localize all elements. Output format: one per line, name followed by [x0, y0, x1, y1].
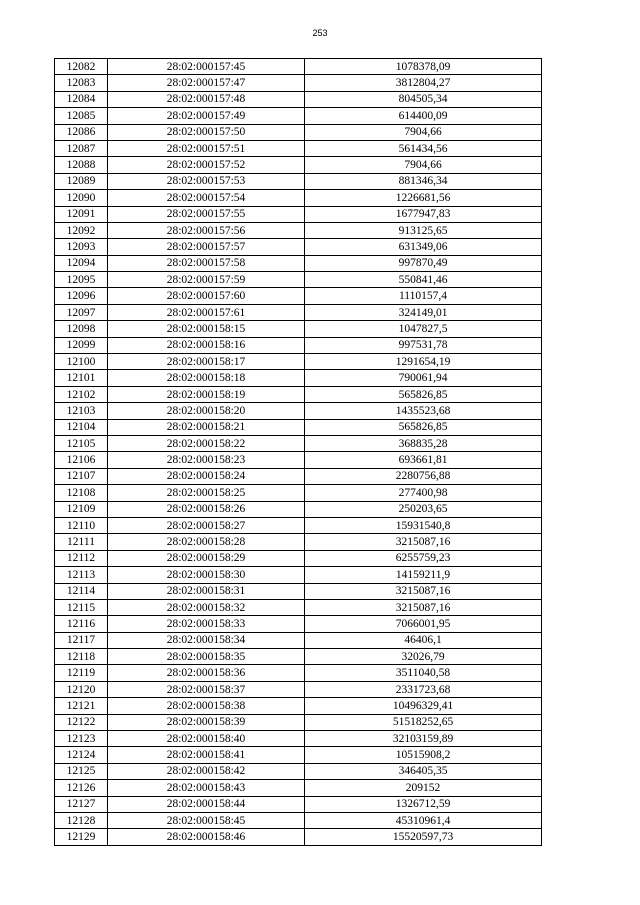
value-cell: 3812804,27	[305, 75, 542, 91]
table-row	[55, 354, 542, 370]
cadastral-number-cell: 28:02:000157:53	[108, 173, 305, 189]
value-cell: 631349,06	[305, 239, 542, 255]
value-cell: 3215087,16	[305, 599, 542, 615]
table-row	[55, 419, 542, 435]
value-cell: 913125,65	[305, 222, 542, 238]
cadastral-number-cell: 28:02:000157:57	[108, 239, 305, 255]
value-cell: 324149,01	[305, 304, 542, 320]
row-number-cell: 12108	[55, 485, 108, 501]
value-cell: 693661,81	[305, 452, 542, 468]
row-number-cell: 12115	[55, 599, 108, 615]
table-row	[55, 681, 542, 697]
cadastral-number-cell: 28:02:000158:25	[108, 485, 305, 501]
row-number-cell: 12111	[55, 534, 108, 550]
cadastral-number-cell: 28:02:000158:37	[108, 681, 305, 697]
value-cell: 10496329,41	[305, 698, 542, 714]
row-number-cell: 12085	[55, 108, 108, 124]
table-row	[55, 403, 542, 419]
row-number-cell: 12129	[55, 829, 108, 845]
row-number-cell: 12088	[55, 157, 108, 173]
cadastral-value-table	[54, 58, 542, 846]
page-number: 253	[312, 28, 328, 38]
table-row	[55, 485, 542, 501]
table-row	[55, 567, 542, 583]
row-number-cell: 12110	[55, 517, 108, 533]
cadastral-number-cell: 28:02:000158:26	[108, 501, 305, 517]
cadastral-number-cell: 28:02:000157:58	[108, 255, 305, 271]
table-row	[55, 468, 542, 484]
table-row	[55, 649, 542, 665]
cadastral-number-cell: 28:02:000157:49	[108, 108, 305, 124]
table-row	[55, 747, 542, 763]
cadastral-number-cell: 28:02:000158:44	[108, 796, 305, 812]
value-cell: 997531,78	[305, 337, 542, 353]
row-number-cell: 12083	[55, 75, 108, 91]
table-row	[55, 140, 542, 156]
table-row	[55, 173, 542, 189]
cadastral-number-cell: 28:02:000158:40	[108, 731, 305, 747]
row-number-cell: 12091	[55, 206, 108, 222]
row-number-cell: 12122	[55, 714, 108, 730]
cadastral-number-cell: 28:02:000157:45	[108, 59, 305, 75]
value-cell: 346405,35	[305, 763, 542, 779]
table-row	[55, 59, 542, 75]
value-cell: 3215087,16	[305, 583, 542, 599]
cadastral-number-cell: 28:02:000158:27	[108, 517, 305, 533]
row-number-cell: 12118	[55, 649, 108, 665]
value-cell: 7066001,95	[305, 616, 542, 632]
row-number-cell: 12124	[55, 747, 108, 763]
table-row	[55, 304, 542, 320]
value-cell: 209152	[305, 780, 542, 796]
cadastral-number-cell: 28:02:000158:38	[108, 698, 305, 714]
value-cell: 45310961,4	[305, 812, 542, 828]
row-number-cell: 12113	[55, 567, 108, 583]
value-cell: 550841,46	[305, 272, 542, 288]
value-cell: 1110157,4	[305, 288, 542, 304]
value-cell: 565826,85	[305, 419, 542, 435]
row-number-cell: 12099	[55, 337, 108, 353]
row-number-cell: 12121	[55, 698, 108, 714]
row-number-cell: 12084	[55, 91, 108, 107]
cadastral-number-cell: 28:02:000157:50	[108, 124, 305, 140]
cadastral-number-cell: 28:02:000158:15	[108, 321, 305, 337]
cadastral-number-cell: 28:02:000158:33	[108, 616, 305, 632]
value-cell: 565826,85	[305, 386, 542, 402]
cadastral-number-cell: 28:02:000157:56	[108, 222, 305, 238]
row-number-cell: 12116	[55, 616, 108, 632]
table-row	[55, 288, 542, 304]
row-number-cell: 12104	[55, 419, 108, 435]
value-cell: 1326712,59	[305, 796, 542, 812]
cadastral-number-cell: 28:02:000158:45	[108, 812, 305, 828]
cadastral-number-cell: 28:02:000158:43	[108, 780, 305, 796]
row-number-cell: 12125	[55, 763, 108, 779]
value-cell: 881346,34	[305, 173, 542, 189]
value-cell: 1291654,19	[305, 354, 542, 370]
table-row	[55, 731, 542, 747]
table-row	[55, 550, 542, 566]
table-row	[55, 616, 542, 632]
cadastral-number-cell: 28:02:000157:48	[108, 91, 305, 107]
cadastral-number-cell: 28:02:000157:52	[108, 157, 305, 173]
value-cell: 7904,66	[305, 124, 542, 140]
row-number-cell: 12105	[55, 435, 108, 451]
value-cell: 10515908,2	[305, 747, 542, 763]
cadastral-number-cell: 28:02:000158:17	[108, 354, 305, 370]
row-number-cell: 12112	[55, 550, 108, 566]
row-number-cell: 12087	[55, 140, 108, 156]
cadastral-number-cell: 28:02:000158:41	[108, 747, 305, 763]
table-row	[55, 452, 542, 468]
value-cell: 997870,49	[305, 255, 542, 271]
table-row	[55, 534, 542, 550]
table-row	[55, 91, 542, 107]
value-cell: 277400,98	[305, 485, 542, 501]
cadastral-number-cell: 28:02:000157:51	[108, 140, 305, 156]
cadastral-number-cell: 28:02:000158:30	[108, 567, 305, 583]
row-number-cell: 12117	[55, 632, 108, 648]
cadastral-number-cell: 28:02:000158:18	[108, 370, 305, 386]
value-cell: 3215087,16	[305, 534, 542, 550]
table-row	[55, 501, 542, 517]
row-number-cell: 12098	[55, 321, 108, 337]
cadastral-number-cell: 28:02:000157:47	[108, 75, 305, 91]
value-cell: 250203,65	[305, 501, 542, 517]
table-row	[55, 190, 542, 206]
cadastral-number-cell: 28:02:000158:36	[108, 665, 305, 681]
row-number-cell: 12128	[55, 812, 108, 828]
cadastral-number-cell: 28:02:000158:16	[108, 337, 305, 353]
table-row	[55, 435, 542, 451]
value-cell: 368835,28	[305, 435, 542, 451]
cadastral-number-cell: 28:02:000158:29	[108, 550, 305, 566]
table-row	[55, 124, 542, 140]
cadastral-number-cell: 28:02:000158:28	[108, 534, 305, 550]
row-number-cell: 12086	[55, 124, 108, 140]
value-cell: 46406,1	[305, 632, 542, 648]
table-row	[55, 370, 542, 386]
table-row	[55, 206, 542, 222]
table-row	[55, 763, 542, 779]
value-cell: 32026,79	[305, 649, 542, 665]
row-number-cell: 12101	[55, 370, 108, 386]
value-cell: 614400,09	[305, 108, 542, 124]
value-cell: 561434,56	[305, 140, 542, 156]
cadastral-number-cell: 28:02:000158:46	[108, 829, 305, 845]
table-row	[55, 796, 542, 812]
table-row	[55, 321, 542, 337]
value-cell: 2280756,88	[305, 468, 542, 484]
value-cell: 1078378,09	[305, 59, 542, 75]
cadastral-number-cell: 28:02:000157:61	[108, 304, 305, 320]
row-number-cell: 12127	[55, 796, 108, 812]
value-cell: 7904,66	[305, 157, 542, 173]
cadastral-number-cell: 28:02:000157:55	[108, 206, 305, 222]
value-cell: 15520597,73	[305, 829, 542, 845]
row-number-cell: 12093	[55, 239, 108, 255]
table-row	[55, 665, 542, 681]
cadastral-number-cell: 28:02:000158:22	[108, 435, 305, 451]
value-cell: 14159211,9	[305, 567, 542, 583]
table-row	[55, 272, 542, 288]
value-cell: 6255759,23	[305, 550, 542, 566]
row-number-cell: 12107	[55, 468, 108, 484]
table-row	[55, 698, 542, 714]
cadastral-number-cell: 28:02:000158:31	[108, 583, 305, 599]
cadastral-number-cell: 28:02:000158:20	[108, 403, 305, 419]
cadastral-number-cell: 28:02:000158:19	[108, 386, 305, 402]
table-row	[55, 632, 542, 648]
table-row	[55, 583, 542, 599]
cadastral-number-cell: 28:02:000158:42	[108, 763, 305, 779]
value-cell: 51518252,65	[305, 714, 542, 730]
cadastral-number-cell: 28:02:000158:39	[108, 714, 305, 730]
table-row	[55, 75, 542, 91]
value-cell: 790061,94	[305, 370, 542, 386]
table-row	[55, 780, 542, 796]
row-number-cell: 12094	[55, 255, 108, 271]
cadastral-number-cell: 28:02:000158:23	[108, 452, 305, 468]
row-number-cell: 12092	[55, 222, 108, 238]
value-cell: 804505,34	[305, 91, 542, 107]
cadastral-number-cell: 28:02:000157:59	[108, 272, 305, 288]
value-cell: 32103159,89	[305, 731, 542, 747]
table-row	[55, 239, 542, 255]
value-cell: 1226681,56	[305, 190, 542, 206]
value-cell: 1677947,83	[305, 206, 542, 222]
row-number-cell: 12097	[55, 304, 108, 320]
cadastral-number-cell: 28:02:000157:54	[108, 190, 305, 206]
value-cell: 2331723,68	[305, 681, 542, 697]
cadastral-number-cell: 28:02:000158:35	[108, 649, 305, 665]
table-row	[55, 108, 542, 124]
cadastral-number-cell: 28:02:000158:32	[108, 599, 305, 615]
value-cell: 15931540,8	[305, 517, 542, 533]
row-number-cell: 12095	[55, 272, 108, 288]
table-row	[55, 714, 542, 730]
row-number-cell: 12120	[55, 681, 108, 697]
table-row	[55, 222, 542, 238]
row-number-cell: 12126	[55, 780, 108, 796]
value-cell: 3511040,58	[305, 665, 542, 681]
cadastral-number-cell: 28:02:000158:21	[108, 419, 305, 435]
row-number-cell: 12102	[55, 386, 108, 402]
table-row	[55, 255, 542, 271]
cadastral-number-cell: 28:02:000158:34	[108, 632, 305, 648]
row-number-cell: 12109	[55, 501, 108, 517]
table-row	[55, 337, 542, 353]
table-row	[55, 829, 542, 845]
row-number-cell: 12123	[55, 731, 108, 747]
cadastral-number-cell: 28:02:000157:60	[108, 288, 305, 304]
value-cell: 1047827,5	[305, 321, 542, 337]
row-number-cell: 12119	[55, 665, 108, 681]
table-row	[55, 157, 542, 173]
row-number-cell: 12089	[55, 173, 108, 189]
row-number-cell: 12090	[55, 190, 108, 206]
row-number-cell: 12100	[55, 354, 108, 370]
table-row	[55, 812, 542, 828]
cadastral-number-cell: 28:02:000158:24	[108, 468, 305, 484]
table-row	[55, 517, 542, 533]
value-cell: 1435523,68	[305, 403, 542, 419]
table-row	[55, 599, 542, 615]
row-number-cell: 12106	[55, 452, 108, 468]
row-number-cell: 12096	[55, 288, 108, 304]
row-number-cell: 12114	[55, 583, 108, 599]
table-row	[55, 386, 542, 402]
row-number-cell: 12082	[55, 59, 108, 75]
row-number-cell: 12103	[55, 403, 108, 419]
table-body	[55, 59, 542, 846]
